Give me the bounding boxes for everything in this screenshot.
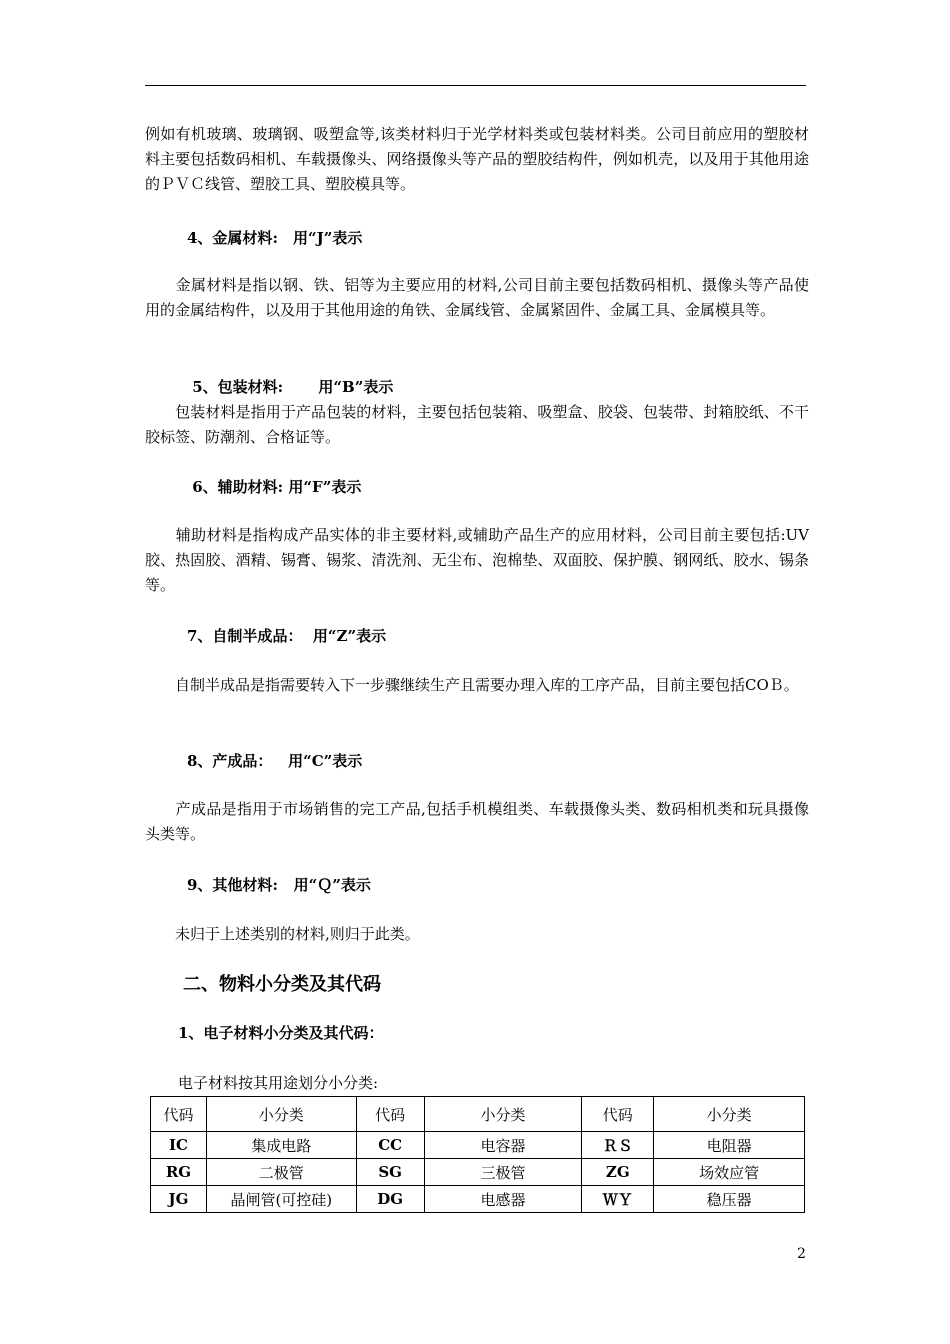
section-heading-packaging: 5、包装材料: 用“B”表示 bbox=[187, 378, 394, 396]
section-body-auxiliary: 辅助材料是指构成产品实体的非主要材料,或辅助产品生产的应用材料，公司目前主要包括:UV胶、热固胶、酒精、锡膏、锡浆、清洗剂、无尘布、泡棉垫、双面胶、保护膜、钢网纸、胶水、锡条等。 bbox=[145, 526, 809, 594]
table-header-cell: 小分类 bbox=[424, 1097, 582, 1132]
table-header-cell: 小分类 bbox=[206, 1097, 356, 1132]
table-header-cell: 代码 bbox=[151, 1097, 207, 1132]
section-body-other: 未归于上述类别的材料,则归于此类。 bbox=[145, 925, 420, 943]
table-header-cell: 代码 bbox=[356, 1097, 424, 1132]
table-header-cell: 小分类 bbox=[654, 1097, 805, 1132]
table-row bbox=[151, 1186, 805, 1213]
code-cell: ＲＳ bbox=[582, 1132, 654, 1159]
table-row bbox=[151, 1132, 805, 1159]
section-body-semifinished: 自制半成品是指需要转入下一步骤继续生产且需要办理入库的工序产品，目前主要包括COＢ。 bbox=[145, 676, 799, 694]
section-body-metal: 金属材料是指以钢、铁、铝等为主要应用的材料,公司目前主要包括数码相机、摄像头等产品使用的金属结构件，以及用于其他用途的角铁、金属线管、金属紧固件、金属工具、金属模具等。 bbox=[145, 276, 809, 319]
section-body-finished: 产成品是指用于市场销售的完工产品,包括手机模组类、车载摄像头类、数码相机类和玩具摄像头类等。 bbox=[145, 800, 809, 843]
table-header-cell: 代码 bbox=[582, 1097, 654, 1132]
electronic-materials-table bbox=[150, 1096, 805, 1213]
section-heading-finished: 8、产成品： 用“C”表示 bbox=[187, 752, 363, 770]
section2-title: 二、物料小分类及其代码 bbox=[183, 974, 381, 995]
intro-paragraph: 例如有机玻璃、玻璃钢、吸塑盒等,该类材料归于光学材料类或包装材料类。公司目前应用的塑胶材料主要包括数码相机、车载摄像头、网络摄像头等产品的塑胶结构件，例如机壳，以及用于其他用途的ＰＶＣ线管、塑胶工具、塑胶模具等。 bbox=[145, 125, 809, 193]
category-cell: 晶闸管(可控硅) bbox=[206, 1186, 356, 1213]
category-cell: 三极管 bbox=[424, 1159, 582, 1186]
section-body-packaging: 包装材料是指用于产品包装的材料，主要包括包装箱、吸塑盒、胶袋、包装带、封箱胶纸、不干胶标签、防潮剂、合格证等。 bbox=[145, 403, 809, 446]
category-cell: 电感器 bbox=[424, 1186, 582, 1213]
code-cell: IC bbox=[151, 1132, 207, 1159]
section-heading-semifinished: 7、自制半成品： 用“Z”表示 bbox=[187, 627, 387, 645]
section-heading-other: 9、其他材料: 用“Ｑ”表示 bbox=[187, 876, 371, 894]
table-caption: 电子材料按其用途划分小分类: bbox=[178, 1074, 379, 1092]
category-cell: 电阻器 bbox=[654, 1132, 805, 1159]
category-cell: 二极管 bbox=[206, 1159, 356, 1186]
code-cell: ＷＹ bbox=[582, 1186, 654, 1213]
code-cell: JG bbox=[151, 1186, 207, 1213]
code-cell: RG bbox=[151, 1159, 207, 1186]
table-header-row bbox=[151, 1097, 805, 1132]
table-row bbox=[151, 1159, 805, 1186]
code-cell: DG bbox=[356, 1186, 424, 1213]
category-cell: 稳压器 bbox=[654, 1186, 805, 1213]
subsection1-title: 1、电子材料小分类及其代码： bbox=[178, 1024, 384, 1042]
header-rule bbox=[145, 85, 806, 86]
code-cell: SG bbox=[356, 1159, 424, 1186]
page-number: 2 bbox=[797, 1246, 806, 1262]
category-cell: 场效应管 bbox=[654, 1159, 805, 1186]
category-cell: 集成电路 bbox=[206, 1132, 356, 1159]
code-cell: ZG bbox=[582, 1159, 654, 1186]
category-cell: 电容器 bbox=[424, 1132, 582, 1159]
section-heading-metal: 4、金属材料: 用“J”表示 bbox=[187, 229, 363, 247]
section-heading-auxiliary: 6、辅助材料: 用“F”表示 bbox=[187, 478, 362, 496]
code-cell: CC bbox=[356, 1132, 424, 1159]
